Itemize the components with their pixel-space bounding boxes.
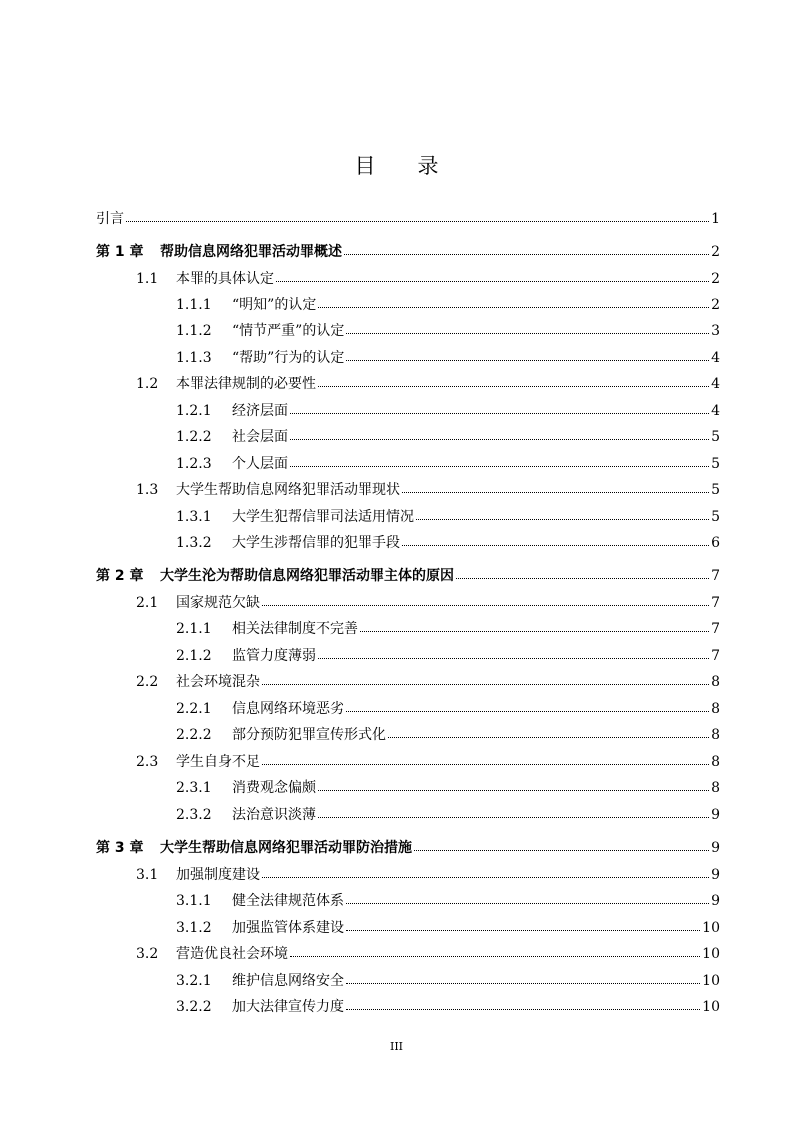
toc-entry-number: 3.1.2 bbox=[176, 920, 212, 936]
toc-entry-title: “帮助”行为的认定 bbox=[232, 350, 345, 366]
toc-entry-title: 法治意识淡薄 bbox=[232, 807, 316, 823]
toc-entry-number: 1.2 bbox=[136, 376, 159, 392]
toc-entry[interactable] bbox=[136, 669, 720, 695]
toc-entry[interactable] bbox=[176, 888, 720, 914]
toc-entry-page: 8 bbox=[711, 780, 720, 796]
toc-entry[interactable] bbox=[176, 696, 720, 722]
toc-entry[interactable] bbox=[96, 563, 720, 589]
toc-entry-page: 2 bbox=[711, 297, 720, 313]
toc-entry-title: 相关法律制度不完善 bbox=[232, 621, 358, 637]
toc-entry[interactable] bbox=[176, 424, 720, 450]
toc-entry-number: 1.1.1 bbox=[176, 297, 212, 313]
toc-entry-number: 3.2.2 bbox=[176, 999, 212, 1015]
toc-entry[interactable] bbox=[176, 643, 720, 669]
toc-entry-page: 5 bbox=[711, 482, 720, 498]
toc-entry-number: 1.2.3 bbox=[176, 456, 212, 472]
toc-entry-number: 3.2 bbox=[136, 946, 159, 962]
toc-entry-page: 7 bbox=[711, 595, 720, 611]
toc-entry-title: 健全法律规范体系 bbox=[232, 893, 344, 909]
dot-leader bbox=[346, 359, 709, 361]
toc-entry-page: 6 bbox=[711, 535, 720, 551]
toc-entry-page: 4 bbox=[711, 376, 720, 392]
dot-leader bbox=[360, 630, 709, 632]
toc-entry-number: 2.3.2 bbox=[176, 807, 212, 823]
dot-leader bbox=[290, 412, 709, 414]
toc-entry-page: 5 bbox=[711, 456, 720, 472]
toc-entry[interactable] bbox=[136, 941, 720, 967]
dot-leader bbox=[318, 385, 709, 387]
toc-entry-title: 国家规范欠缺 bbox=[176, 595, 260, 611]
toc-entry[interactable] bbox=[176, 775, 720, 801]
toc-entry-page: 7 bbox=[711, 648, 720, 664]
toc-entry-title: 营造优良社会环境 bbox=[176, 946, 288, 962]
toc-entry[interactable] bbox=[136, 749, 720, 775]
toc-entry[interactable] bbox=[136, 590, 720, 616]
page-title bbox=[0, 150, 793, 180]
dot-leader bbox=[346, 929, 700, 931]
toc-entry-page: 8 bbox=[711, 727, 720, 743]
toc-entry-title: 学生自身不足 bbox=[176, 754, 260, 770]
dot-leader bbox=[262, 683, 709, 685]
toc-entry[interactable] bbox=[176, 398, 720, 424]
toc-entry-page: 10 bbox=[702, 973, 720, 989]
toc-entry-page: 2 bbox=[711, 271, 720, 287]
toc-entry-title: 加强制度建设 bbox=[176, 867, 260, 883]
toc-entry-number: 第 1 章 bbox=[96, 244, 144, 260]
toc-entry-page: 9 bbox=[711, 893, 720, 909]
page-footer-number: III bbox=[389, 1040, 404, 1053]
dot-leader bbox=[456, 577, 709, 579]
toc-entry-title: 大学生帮助信息网络犯罪活动罪现状 bbox=[176, 482, 400, 498]
toc-entry-page: 10 bbox=[702, 999, 720, 1015]
dot-leader bbox=[318, 657, 709, 659]
toc-entry-number: 3.2.1 bbox=[176, 973, 212, 989]
toc-entry-page: 4 bbox=[711, 403, 720, 419]
toc-entry-title: 大学生犯帮信罪司法适用情况 bbox=[232, 509, 414, 525]
toc-entry-page: 5 bbox=[711, 509, 720, 525]
toc-entry-title: 大学生涉帮信罪的犯罪手段 bbox=[232, 535, 400, 551]
toc-entry-title: 个人层面 bbox=[232, 456, 288, 472]
toc-entry-title: “情节严重”的认定 bbox=[232, 323, 345, 339]
toc-entry-title: 监管力度薄弱 bbox=[232, 648, 316, 664]
dot-leader bbox=[416, 518, 709, 520]
dot-leader bbox=[276, 280, 709, 282]
toc-entry-page: 7 bbox=[711, 568, 720, 584]
toc-entry-number: 2.1.2 bbox=[176, 648, 212, 664]
toc-entry-page: 8 bbox=[711, 674, 720, 690]
toc-entry[interactable] bbox=[176, 345, 720, 371]
toc-entry-number: 2.3.1 bbox=[176, 780, 212, 796]
toc-entry-number: 2.1 bbox=[136, 595, 159, 611]
toc-entry-title: 社会层面 bbox=[232, 429, 288, 445]
toc-entry-page: 8 bbox=[711, 701, 720, 717]
toc-entry[interactable] bbox=[176, 504, 720, 530]
dot-leader bbox=[290, 955, 700, 957]
toc-entry-page: 10 bbox=[702, 946, 720, 962]
dot-leader bbox=[402, 491, 709, 493]
dot-leader bbox=[346, 710, 709, 712]
dot-leader bbox=[402, 544, 709, 546]
toc-entry-page: 4 bbox=[711, 350, 720, 366]
toc-entry-title: 部分预防犯罪宣传形式化 bbox=[232, 727, 386, 743]
toc-entry-number: 1.3 bbox=[136, 482, 159, 498]
dot-leader bbox=[346, 1008, 700, 1010]
toc-entry[interactable] bbox=[176, 802, 720, 828]
toc-entry[interactable] bbox=[136, 371, 720, 397]
toc-entry[interactable] bbox=[176, 722, 720, 748]
toc-entry-number: 2.1.1 bbox=[176, 621, 212, 637]
dot-leader bbox=[290, 438, 709, 440]
dot-leader bbox=[414, 849, 709, 851]
dot-leader bbox=[318, 789, 709, 791]
toc-entry-title: 消费观念偏颇 bbox=[232, 780, 316, 796]
toc-entry-title: 大学生帮助信息网络犯罪活动罪防治措施 bbox=[160, 840, 412, 856]
toc-entry-number: 2.2 bbox=[136, 674, 159, 690]
toc-entry[interactable] bbox=[136, 862, 720, 888]
toc-entry-title: 本罪的具体认定 bbox=[176, 271, 274, 287]
toc-entry-page: 5 bbox=[711, 429, 720, 445]
toc-entry-title: 帮助信息网络犯罪活动罪概述 bbox=[160, 244, 342, 260]
toc-entry-number: 2.2.2 bbox=[176, 727, 212, 743]
dot-leader bbox=[318, 306, 709, 308]
dot-leader bbox=[346, 332, 709, 334]
toc-entry[interactable] bbox=[176, 530, 720, 556]
toc-entry-title: 加强监管体系建设 bbox=[232, 920, 344, 936]
toc-entry-page: 9 bbox=[711, 840, 720, 856]
toc-entry-page: 2 bbox=[711, 244, 720, 260]
toc-entry[interactable] bbox=[176, 616, 720, 642]
dot-leader bbox=[290, 465, 709, 467]
toc-entry[interactable] bbox=[96, 835, 720, 861]
toc-entry[interactable] bbox=[96, 206, 720, 232]
dot-leader bbox=[262, 876, 709, 878]
toc-entry-page: 8 bbox=[711, 754, 720, 770]
toc-entry-page: 9 bbox=[711, 807, 720, 823]
toc-entry-number: 1.3.1 bbox=[176, 509, 212, 525]
dot-leader bbox=[388, 736, 709, 738]
toc-entry-page: 1 bbox=[711, 211, 720, 227]
dot-leader bbox=[346, 982, 700, 984]
toc-entry-page: 7 bbox=[711, 621, 720, 637]
title-char-1: 目 bbox=[354, 154, 376, 178]
toc-entry[interactable] bbox=[176, 915, 720, 941]
dot-leader bbox=[262, 763, 709, 765]
toc-entry-number: 第 2 章 bbox=[96, 568, 144, 584]
toc-entry-number: 第 3 章 bbox=[96, 840, 144, 856]
toc-entry[interactable] bbox=[176, 968, 720, 994]
toc-entry-page: 3 bbox=[711, 323, 720, 339]
dot-leader bbox=[346, 902, 709, 904]
toc-entry-page: 10 bbox=[702, 920, 720, 936]
dot-leader bbox=[344, 253, 709, 255]
toc-entry-number: 1.1.3 bbox=[176, 350, 212, 366]
toc-entry-number: 1.2.2 bbox=[176, 429, 212, 445]
dot-leader bbox=[126, 220, 709, 222]
toc-entry-title: 维护信息网络安全 bbox=[232, 973, 344, 989]
toc-entry[interactable] bbox=[176, 292, 720, 318]
toc-entry-number: 2.2.1 bbox=[176, 701, 212, 717]
toc-entry[interactable] bbox=[136, 266, 720, 292]
toc-entry-number: 1.2.1 bbox=[176, 403, 212, 419]
toc-entry-number: 1.1.2 bbox=[176, 323, 212, 339]
toc-entry-number: 1.3.2 bbox=[176, 535, 212, 551]
toc-entry-title: 加大法律宣传力度 bbox=[232, 999, 344, 1015]
toc-entry-title: 经济层面 bbox=[232, 403, 288, 419]
toc-entry-number: 2.3 bbox=[136, 754, 159, 770]
dot-leader bbox=[262, 604, 709, 606]
toc-entry-number: 3.1 bbox=[136, 867, 159, 883]
toc-entry-number: 3.1.1 bbox=[176, 893, 212, 909]
toc-entry-title: 信息网络环境恶劣 bbox=[232, 701, 344, 717]
toc-entry-title: 大学生沦为帮助信息网络犯罪活动罪主体的原因 bbox=[160, 568, 454, 584]
toc-entry-page: 9 bbox=[711, 867, 720, 883]
title-char-2: 录 bbox=[417, 154, 439, 178]
toc-entry-title: 本罪法律规制的必要性 bbox=[176, 376, 316, 392]
toc-entry[interactable] bbox=[136, 477, 720, 503]
toc-entry-title: 社会环境混杂 bbox=[176, 674, 260, 690]
toc-entry[interactable] bbox=[96, 239, 720, 265]
toc-entry-title: 引言 bbox=[96, 211, 124, 227]
toc-entry-number: 1.1 bbox=[136, 271, 159, 287]
toc-entry[interactable] bbox=[176, 994, 720, 1020]
toc-entry-title: “明知”的认定 bbox=[232, 297, 317, 313]
toc-entry[interactable] bbox=[176, 451, 720, 477]
toc-entry[interactable] bbox=[176, 318, 720, 344]
dot-leader bbox=[318, 816, 709, 818]
